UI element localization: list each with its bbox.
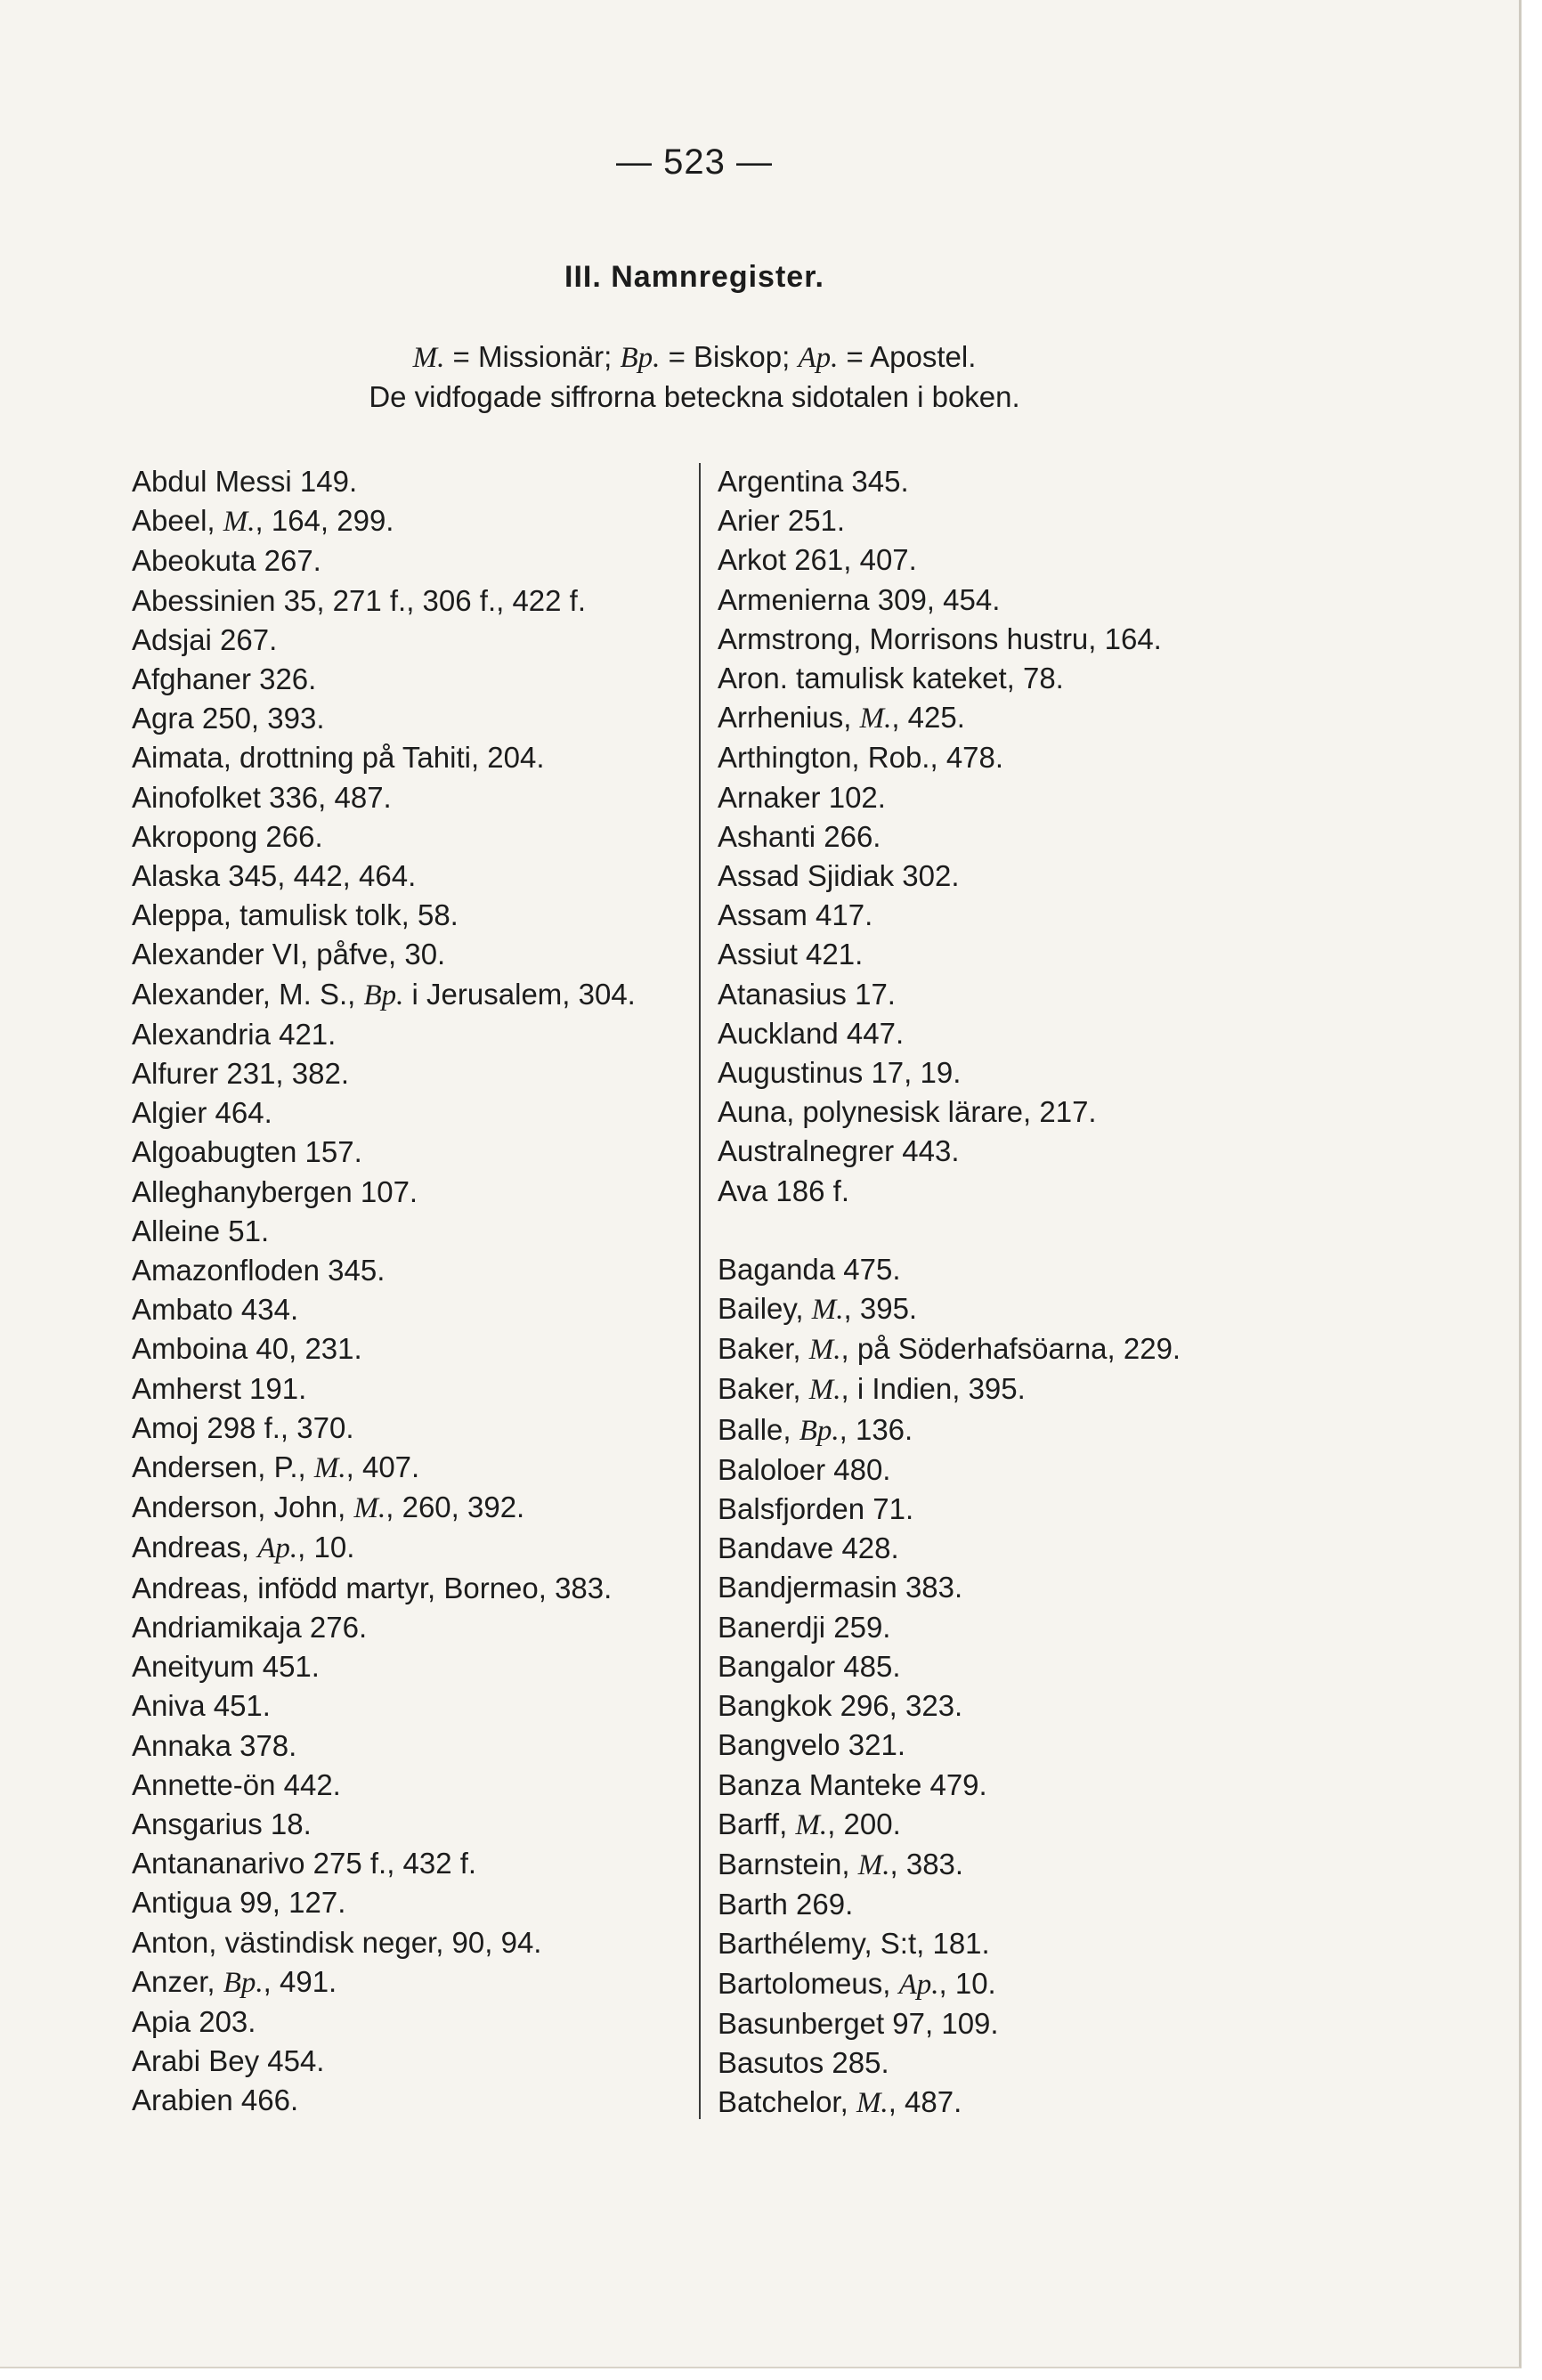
entry-text: Apia 203. <box>132 2004 256 2038</box>
index-entry <box>132 1251 702 1290</box>
entry-text: Ainofolket 336, 487. <box>132 780 392 814</box>
index-entry <box>718 1053 1270 1093</box>
entry-text: , 260, 392. <box>386 1491 525 1524</box>
abbreviation: M. <box>859 703 892 735</box>
abbreviation: Bp. <box>620 342 661 374</box>
entry-text: Aneityum 451. <box>132 1650 320 1684</box>
index-entry <box>132 778 702 817</box>
index-entry <box>132 1962 702 2002</box>
index-entry <box>132 1133 702 1172</box>
entry-text: Algoabugten 157. <box>132 1135 362 1169</box>
abbreviation: M. <box>808 1334 841 1367</box>
entry-text: Alexander VI, påfve, 30. <box>132 938 446 971</box>
abbreviation: M. <box>223 506 256 539</box>
entry-text: Alleghanybergen 107. <box>132 1174 418 1208</box>
entry-text: , 487. <box>888 2085 962 2119</box>
index-entry <box>132 1173 702 1212</box>
entry-text: , 491. <box>263 1964 337 1998</box>
entry-text: Baker, <box>718 1372 809 1406</box>
entry-text: Bandave 428. <box>718 1531 899 1565</box>
index-entry <box>718 1529 1270 1568</box>
index-entry <box>718 1608 1270 1647</box>
index-entry <box>132 1923 702 1962</box>
entry-text: Agra 250, 393. <box>132 702 325 735</box>
index-entry <box>132 2002 702 2042</box>
entry-text: Amazonfloden 345. <box>132 1254 386 1287</box>
column-divider <box>699 463 701 2119</box>
index-entry <box>718 1647 1270 1686</box>
entry-text: Atanasius 17. <box>718 977 896 1011</box>
entry-text: Baker, <box>718 1332 809 1366</box>
index-entry <box>718 1924 1270 1963</box>
entry-text: Alexander, M. S., <box>132 977 364 1011</box>
entry-text: Baganda 475. <box>718 1252 901 1286</box>
index-entry <box>132 1883 702 1922</box>
entry-text: Afghaner 326. <box>132 662 317 696</box>
entry-text: Assam 417. <box>718 898 873 932</box>
index-entry <box>132 581 702 621</box>
entry-text: Akropong 266. <box>132 819 323 853</box>
entry-text: Andreas, <box>132 1531 258 1564</box>
index-entry <box>718 1766 1270 1805</box>
entry-text: Auckland 447. <box>718 1016 905 1050</box>
entry-text: , 10. <box>938 1966 996 2000</box>
page-number: — 523 — <box>616 142 773 182</box>
index-entry <box>132 1409 702 1448</box>
entry-text: , 383. <box>889 1847 964 1880</box>
index-entry <box>718 817 1270 857</box>
index-entry <box>132 2081 702 2120</box>
index-entry <box>132 1726 702 1766</box>
index-entry <box>132 1647 702 1686</box>
entry-text: Alaska 345, 442, 464. <box>132 859 417 893</box>
entry-text: Basutos 285. <box>718 2045 889 2079</box>
index-entry <box>718 2083 1270 2123</box>
index-column-right <box>718 462 1270 2123</box>
index-entry <box>132 1093 702 1133</box>
index-entry <box>718 896 1270 935</box>
entry-text: Amherst 191. <box>132 1371 307 1405</box>
entry-text: Australnegrer 443. <box>718 1134 960 1168</box>
abbreviation: Ap. <box>257 1532 298 1565</box>
index-entry <box>718 1490 1270 1529</box>
entry-text: Alfurer 231, 382. <box>132 1057 349 1091</box>
index-entry <box>718 935 1270 974</box>
entry-text: Arabien 466. <box>132 2084 299 2117</box>
index-entry <box>132 738 702 777</box>
entry-text: Barnstein, <box>718 1847 858 1880</box>
entry-text: Aimata, drottning på Tahiti, 204. <box>132 741 545 775</box>
entry-text: , 164, 299. <box>255 504 394 538</box>
index-entry <box>132 621 702 660</box>
index-entry <box>718 738 1270 777</box>
index-entry <box>132 1015 702 1054</box>
entry-text: Amoj 298 f., 370. <box>132 1410 354 1444</box>
index-entry <box>718 1369 1270 1409</box>
entry-text: Argentina 345. <box>718 465 909 498</box>
entry-text: = Apostel. <box>838 340 977 373</box>
entry-text: , 407. <box>345 1450 420 1484</box>
abbreviation: Ap. <box>898 1968 939 2001</box>
entry-text: , 200. <box>827 1807 901 1840</box>
index-entry <box>718 540 1270 580</box>
entry-text: Alleine 51. <box>132 1214 270 1247</box>
index-entry <box>718 1686 1270 1726</box>
entry-text: Armstrong, Morrisons hustru, 164. <box>718 621 1162 655</box>
entry-text: Arier 251. <box>718 504 846 538</box>
index-entry <box>132 896 702 935</box>
entry-text: Assiut 421. <box>718 938 864 971</box>
entry-text: Bartolomeus, <box>718 1966 899 2000</box>
abbreviation: M. <box>856 2087 889 2120</box>
entry-text: Abeel, <box>132 504 223 538</box>
index-entry <box>718 1250 1270 1289</box>
entry-text: Anderson, John, <box>132 1491 354 1524</box>
index-entry <box>132 1369 702 1409</box>
entry-text: Annaka 378. <box>132 1728 297 1762</box>
entry-text: = Biskop; <box>660 340 799 373</box>
index-entry <box>132 1608 702 1647</box>
entry-text: Adsjai 267. <box>132 622 278 656</box>
index-entry <box>132 1686 702 1726</box>
index-entry <box>718 659 1270 698</box>
index-entry <box>718 581 1270 620</box>
index-entry <box>132 1528 702 1568</box>
abbreviation: M. <box>795 1808 828 1841</box>
index-entry <box>718 1450 1270 1490</box>
entry-text: , på Söderhafsöarna, 229. <box>840 1332 1181 1366</box>
entry-text: Amboina 40, 231. <box>132 1332 362 1366</box>
entry-text: Ambato 434. <box>132 1293 299 1327</box>
index-entry <box>132 935 702 974</box>
index-entry <box>132 699 702 738</box>
entry-text: Andreas, infödd martyr, Borneo, 383. <box>132 1571 613 1604</box>
entry-text: Balsfjorden 71. <box>718 1492 914 1526</box>
index-entry <box>718 2043 1270 2083</box>
entry-text: Baloloer 480. <box>718 1452 891 1486</box>
abbreviation: Ap. <box>798 342 839 374</box>
entry-text: Arkot 261, 407. <box>718 543 917 577</box>
entry-text: Antananarivo 275 f., 432 f. <box>132 1847 477 1880</box>
index-entry <box>132 462 702 501</box>
index-entry <box>132 1805 702 1844</box>
entry-text: Alexandria 421. <box>132 1017 337 1051</box>
section-title: III. Namnregister. <box>564 260 824 294</box>
entry-text: Ansgarius 18. <box>132 1807 312 1840</box>
abbreviation: M. <box>811 1294 844 1327</box>
entry-text: Banza Manteke 479. <box>718 1767 987 1801</box>
index-entry <box>132 1448 702 1488</box>
entry-text: Balle, <box>718 1412 799 1446</box>
entry-text: Auna, polynesisk lärare, 217. <box>718 1095 1097 1129</box>
entry-text: Andersen, P., <box>132 1450 314 1484</box>
entry-text: Banerdji 259. <box>718 1610 891 1644</box>
index-entry <box>718 620 1270 659</box>
entry-text: Ashanti 266. <box>718 819 881 853</box>
index-entry <box>718 1964 1270 2004</box>
index-entry <box>718 1132 1270 1171</box>
index-entry <box>718 698 1270 738</box>
index-entry <box>132 1766 702 1805</box>
entry-text: Aniva 451. <box>132 1689 271 1723</box>
index-entry <box>132 1212 702 1251</box>
index-entry <box>132 660 702 699</box>
index-entry <box>718 1410 1270 1450</box>
entry-text: Arthington, Rob., 478. <box>718 741 1004 775</box>
index-entry <box>132 817 702 857</box>
entry-text: Abeokuta 267. <box>132 544 321 578</box>
entry-text: Bandjermasin 383. <box>718 1571 963 1604</box>
entry-text: Aron. tamulisk kateket, 78. <box>718 662 1064 695</box>
index-entry <box>132 541 702 581</box>
index-entry <box>132 1488 702 1528</box>
entry-text: Augustinus 17, 19. <box>718 1056 962 1090</box>
index-entry <box>718 778 1270 817</box>
letter-group-gap <box>718 1211 1270 1250</box>
index-entry <box>132 2042 702 2081</box>
entry-text: Algier 464. <box>132 1096 272 1130</box>
entry-text: Armenierna 309, 454. <box>718 582 1001 616</box>
index-entry <box>132 1290 702 1329</box>
abbreviation: M. <box>857 1848 890 1881</box>
entry-text: = Missionär; <box>444 340 621 373</box>
entry-text: Bangkok 296, 323. <box>718 1689 963 1723</box>
index-entry <box>718 1726 1270 1765</box>
abbreviation-legend <box>0 340 1389 375</box>
entry-text: , 425. <box>891 701 965 735</box>
index-entry <box>718 1805 1270 1845</box>
index-entry <box>718 857 1270 896</box>
abbreviation: Bp. <box>223 1966 264 1999</box>
abbreviation: M. <box>808 1374 841 1407</box>
index-entry <box>132 1844 702 1883</box>
index-entry <box>718 1289 1270 1329</box>
index-entry <box>132 975 702 1015</box>
entry-text: Annette-ön 442. <box>132 1767 341 1801</box>
entry-text: Anzer, <box>132 1964 223 1998</box>
entry-text: Anton, västindisk neger, 90, 94. <box>132 1925 542 1959</box>
abbreviation: Bp. <box>363 979 404 1011</box>
index-entry <box>132 1054 702 1093</box>
index-entry <box>718 1093 1270 1132</box>
entry-text: Abessinien 35, 271 f., 306 f., 422 f. <box>132 583 587 617</box>
index-entry <box>718 1845 1270 1885</box>
index-column-left <box>132 462 702 2121</box>
entry-text: Bailey, <box>718 1292 812 1326</box>
abbreviation: M. <box>412 342 445 374</box>
index-entry <box>132 1569 702 1608</box>
entry-text: Aleppa, tamulisk tolk, 58. <box>132 898 459 932</box>
entry-text: Assad Sjidiak 302. <box>718 859 960 893</box>
entry-text: Barth 269. <box>718 1888 854 1921</box>
index-entry <box>132 501 702 541</box>
index-entry <box>718 1885 1270 1924</box>
entry-text: Arabi Bey 454. <box>132 2044 325 2078</box>
index-entry <box>132 1329 702 1369</box>
abbreviation: M. <box>353 1492 386 1525</box>
entry-text: Ava 186 f. <box>718 1174 850 1207</box>
entry-text: Arnaker 102. <box>718 780 886 814</box>
index-entry <box>718 2004 1270 2043</box>
entry-text: , 395. <box>843 1292 918 1326</box>
index-entry <box>718 501 1270 540</box>
index-entry <box>718 1172 1270 1211</box>
entry-text: Basunberget 97, 109. <box>718 2006 999 2040</box>
index-entry <box>718 1329 1270 1369</box>
entry-text: Antigua 99, 127. <box>132 1886 346 1920</box>
entry-text: i Jerusalem, 304. <box>403 977 636 1011</box>
entry-text: Arrhenius, <box>718 701 860 735</box>
index-entry <box>718 462 1270 501</box>
legend-note: De vidfogade siffrorna beteckna sidotalen i boken. <box>369 380 1020 413</box>
abbreviation: M. <box>313 1452 346 1485</box>
entry-text: Batchelor, <box>718 2085 856 2119</box>
entry-text: Barthélemy, S:t, 181. <box>718 1927 990 1961</box>
entry-text: Bangvelo 321. <box>718 1728 906 1762</box>
index-entry <box>718 1014 1270 1053</box>
index-entry <box>132 857 702 896</box>
entry-text: , 136. <box>839 1412 913 1446</box>
index-entry <box>718 1568 1270 1607</box>
abbreviation: Bp. <box>799 1414 840 1447</box>
entry-text: Barff, <box>718 1807 796 1840</box>
entry-text: , 10. <box>297 1531 355 1564</box>
entry-text: Abdul Messi 149. <box>132 465 358 498</box>
index-entry <box>718 975 1270 1014</box>
entry-text: , i Indien, 395. <box>840 1372 1026 1406</box>
entry-text: Bangalor 485. <box>718 1649 901 1683</box>
entry-text: Andriamikaja 276. <box>132 1610 368 1644</box>
